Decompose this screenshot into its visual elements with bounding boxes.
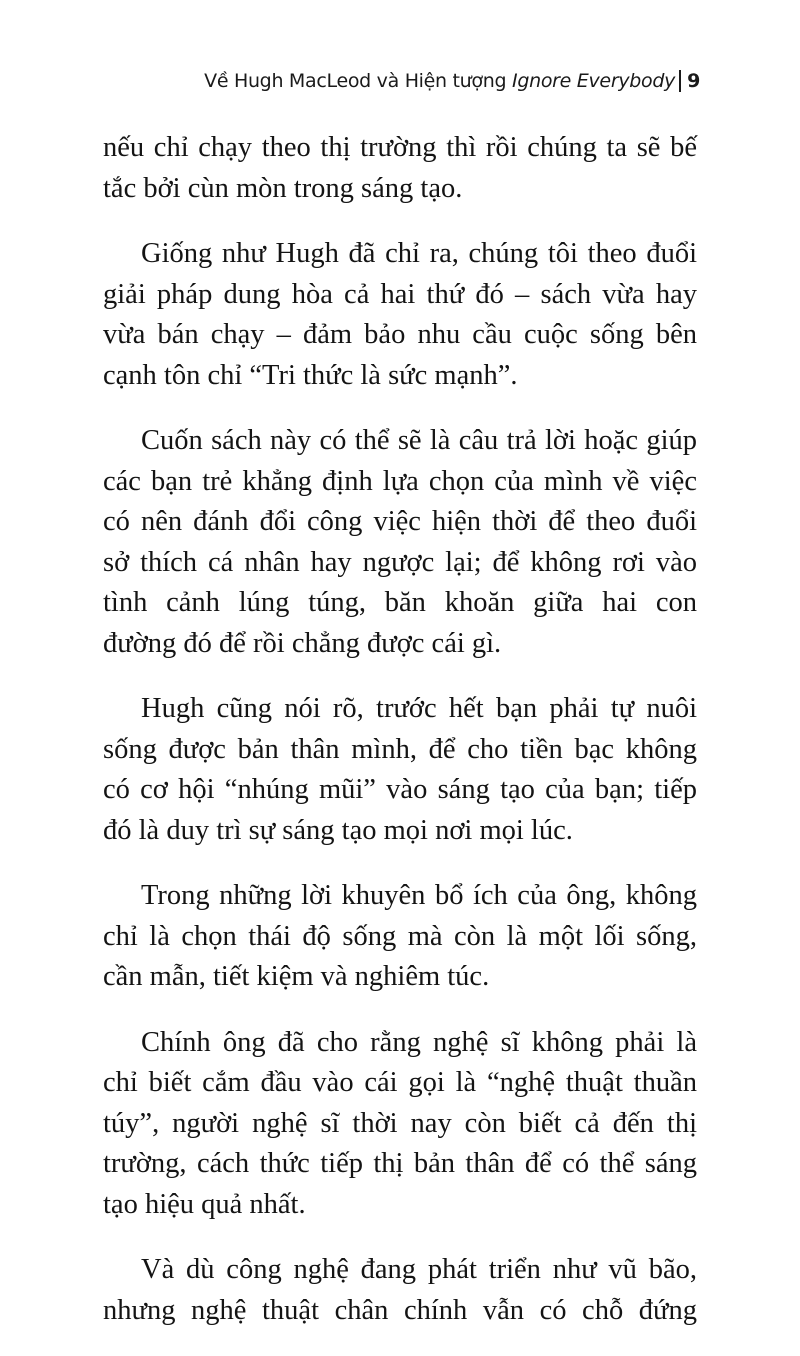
running-head-title: Về Hugh MacLeod và Hiện tượng (204, 70, 507, 92)
page-number: 9 (687, 70, 700, 92)
text-line: tắc bởi cùn mòn trong sáng tạo. (103, 172, 463, 204)
text-line: có cơ hội “nhúng mũi” vào sáng tạo của bạn; tiếp (103, 774, 697, 805)
text-line: sống được bản thân mình, để cho tiền bạc không (103, 733, 697, 765)
paragraph (103, 421, 697, 664)
text-line: nhưng nghệ thuật chân chính vẫn có chỗ đứng (103, 1294, 697, 1326)
text-line: có nên đánh đổi công việc hiện thời để theo đuổi (103, 506, 697, 537)
text-line: túy”, người nghệ sĩ thời nay còn biết cả đến thị (103, 1107, 697, 1139)
paragraph (103, 1250, 697, 1331)
text-line: Và dù công nghệ đang phát triển như vũ bão, (141, 1254, 697, 1285)
running-head-divider (679, 70, 681, 92)
text-line: cạnh tôn chỉ “Tri thức là sức mạnh”. (103, 359, 518, 391)
text-line: Chính ông đã cho rằng nghệ sĩ không phải là (141, 1026, 697, 1058)
text-line: Trong những lời khuyên bổ ích của ông, không (141, 880, 697, 911)
paragraph (103, 689, 697, 851)
paragraph (103, 234, 697, 396)
running-head (204, 70, 700, 92)
text-line: trường, cách thức tiếp thị bản thân để có thể sáng (103, 1148, 697, 1179)
text-line: đó là duy trì sự sáng tạo mọi nơi mọi lúc. (103, 814, 573, 846)
body-text (103, 128, 697, 1356)
text-line: Hugh cũng nói rõ, trước hết bạn phải tự nuôi (141, 693, 697, 724)
text-line: nếu chỉ chạy theo thị trường thì rồi chúng ta sẽ bế (103, 132, 697, 163)
text-line: Giống như Hugh đã chỉ ra, chúng tôi theo đuổi (141, 238, 697, 269)
text-line: Cuốn sách này có thể sẽ là câu trả lời hoặc giúp (141, 425, 697, 456)
text-line: tình cảnh lúng túng, băn khoăn giữa hai con (103, 587, 697, 618)
text-line: cần mẫn, tiết kiệm và nghiêm túc. (103, 961, 490, 992)
text-line: chỉ biết cắm đầu vào cái gọi là “nghệ thuật thuần (103, 1067, 697, 1098)
text-line: đường đó để rồi chẳng được cái gì. (103, 627, 502, 659)
paragraph (103, 1023, 697, 1226)
text-line: vừa bán chạy – đảm bảo nhu cầu cuộc sống bên (103, 319, 697, 350)
text-line: sở thích cá nhân hay ngược lại; để không rơi vào (103, 546, 697, 578)
paragraph (103, 876, 697, 998)
text-line: chỉ là chọn thái độ sống mà còn là một lối sống, (103, 920, 697, 952)
text-line: các bạn trẻ khẳng định lựa chọn của mình về việc (103, 465, 697, 497)
text-line: giải pháp dung hòa cả hai thứ đó – sách vừa hay (103, 278, 697, 310)
running-head-book-title: Ignore Everybody (512, 70, 676, 92)
paragraph (103, 128, 697, 209)
text-line: tạo hiệu quả nhất. (103, 1188, 306, 1220)
